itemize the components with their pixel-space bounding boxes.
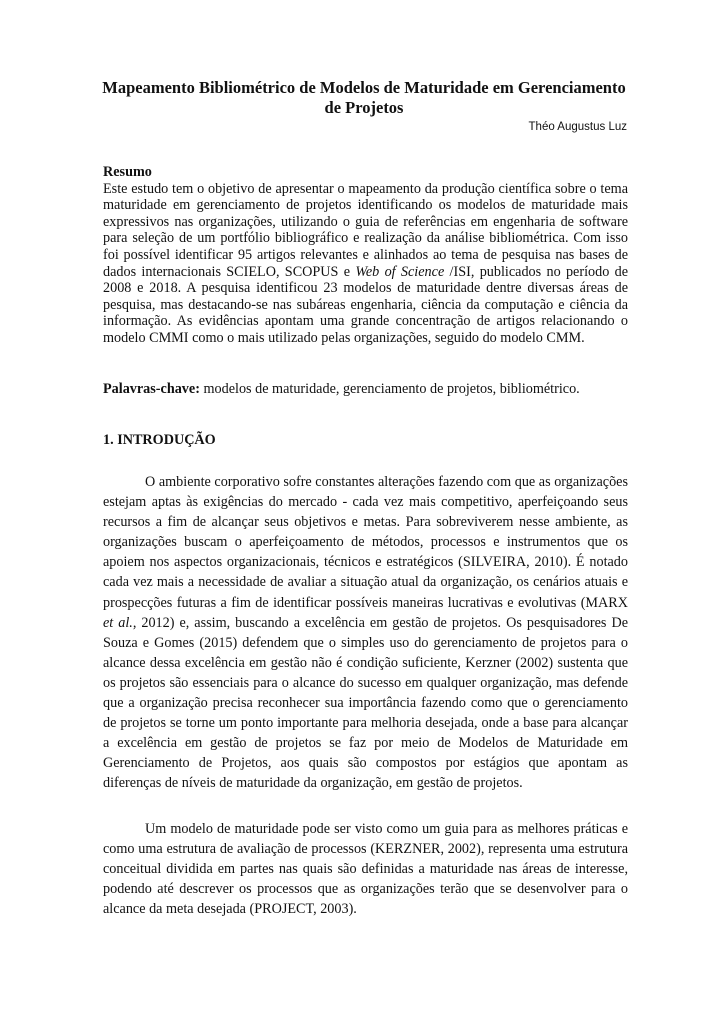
introduction-paragraph-1-part2: , 2012) e, assim, buscando a excelência em gestão de projetos. Os pesquisadores De Souza e Gomes (2015) defendem que o simples uso do gerenciamento de projetos para o alcance dessa excelência em gestão não é condição suficiente, Kerzner (2002) sustenta que os projetos são essenciais para o alcance do sucesso em qualquer organização, mas defende que a organização precisa reconhecer sua importância fazendo como que o gerenciamento de projetos se torne um ponto importante para melhoria desejada, onde a base para alcançar a excelência em gestão de projetos se faz por meio de Modelos de Maturidade em Gerenciamento de Projetos, aos quais são compostos por estágios que apontam as diferenças de níveis de maturidade da organização, em gestão de projetos. bbox=[103, 614, 628, 792]
abstract-text-part2: /ISI, publicados no período de 2008 e 2018. A pesquisa identificou 23 modelos de maturidade dentre diversas áreas de pesquisa, mas destacando-se nas subáreas engenharia, ciência da computação e ciência da informação. As evidências apontam uma grande concentração de artigos relacionando o modelo CMMI como o mais utilizado pelas organizações, seguido do modelo CMM. bbox=[103, 263, 629, 346]
abstract-text-italic: Web of Science bbox=[355, 263, 445, 280]
abstract-text-part1: Este estudo tem o objetivo de apresentar o mapeamento da produção científica sobre o tema maturidade em gerenciamento de projetos identificando os modelos de maturidade mais expressivos nas organizações, utilizando o guia de referências em engenharia de software para seleção de um portfólio bibliográfico e realização da análise bibliométrica. Com isso foi possível identificar 95 artigos relevantes e alinhados ao tema de pesquisa nas bases de dados internacionais SCIELO, SCOPUS e bbox=[103, 180, 628, 280]
introduction-paragraph-1 bbox=[103, 472, 628, 794]
paper-title: Mapeamento Bibliométrico de Modelos de Maturidade em Gerenciamento de Projetos bbox=[102, 78, 626, 117]
abstract-text bbox=[103, 181, 628, 347]
introduction-paragraph-2: Um modelo de maturidade pode ser visto como um guia para as melhores práticas e como uma estrutura de avaliação de processos (KERZNER, 2002), representa uma estrutura conceitual dividida em partes nas quais são definidas a maturidade nas áreas de interesse, podendo até descrever os processos que as organizações terão que se desenvolver para o alcance da meta desejada (PROJECT, 2003). bbox=[103, 821, 628, 918]
keywords-line bbox=[103, 381, 628, 398]
keywords-text: modelos de maturidade, gerenciamento de projetos, bibliométrico. bbox=[199, 381, 580, 397]
section-heading-introduction: 1. INTRODUÇÃO bbox=[103, 432, 216, 448]
paper-author: Théo Augustus Luz bbox=[528, 121, 627, 133]
introduction-paragraph-1-part1: O ambiente corporativo sofre constantes alterações fazendo com que as organizações estejam aptas às exigências do mercado - cada vez mais competitivo, aperfeiçoando seus recursos a fim de alcançar seus objetivos e metas. Para sobreviverem nesse ambiente, as organizações buscam o aperfeiçoamento de métodos, processos e instrumentos que os apoiem nos aspectos organizacionais, técnicos e estratégicos (SILVEIRA, 2010). É notado cada vez mais a necessidade de avaliar a situação atual da organização, os cenários atuais e prospecções futuras a fim de identificar possíveis maneiras lucrativas e evolutivas (MARX bbox=[103, 474, 628, 611]
abstract-heading: Resumo bbox=[103, 164, 152, 180]
abstract-block bbox=[103, 164, 628, 347]
introduction-paragraph-1-italic: et al. bbox=[103, 614, 133, 631]
keywords-label: Palavras-chave: bbox=[103, 381, 200, 397]
